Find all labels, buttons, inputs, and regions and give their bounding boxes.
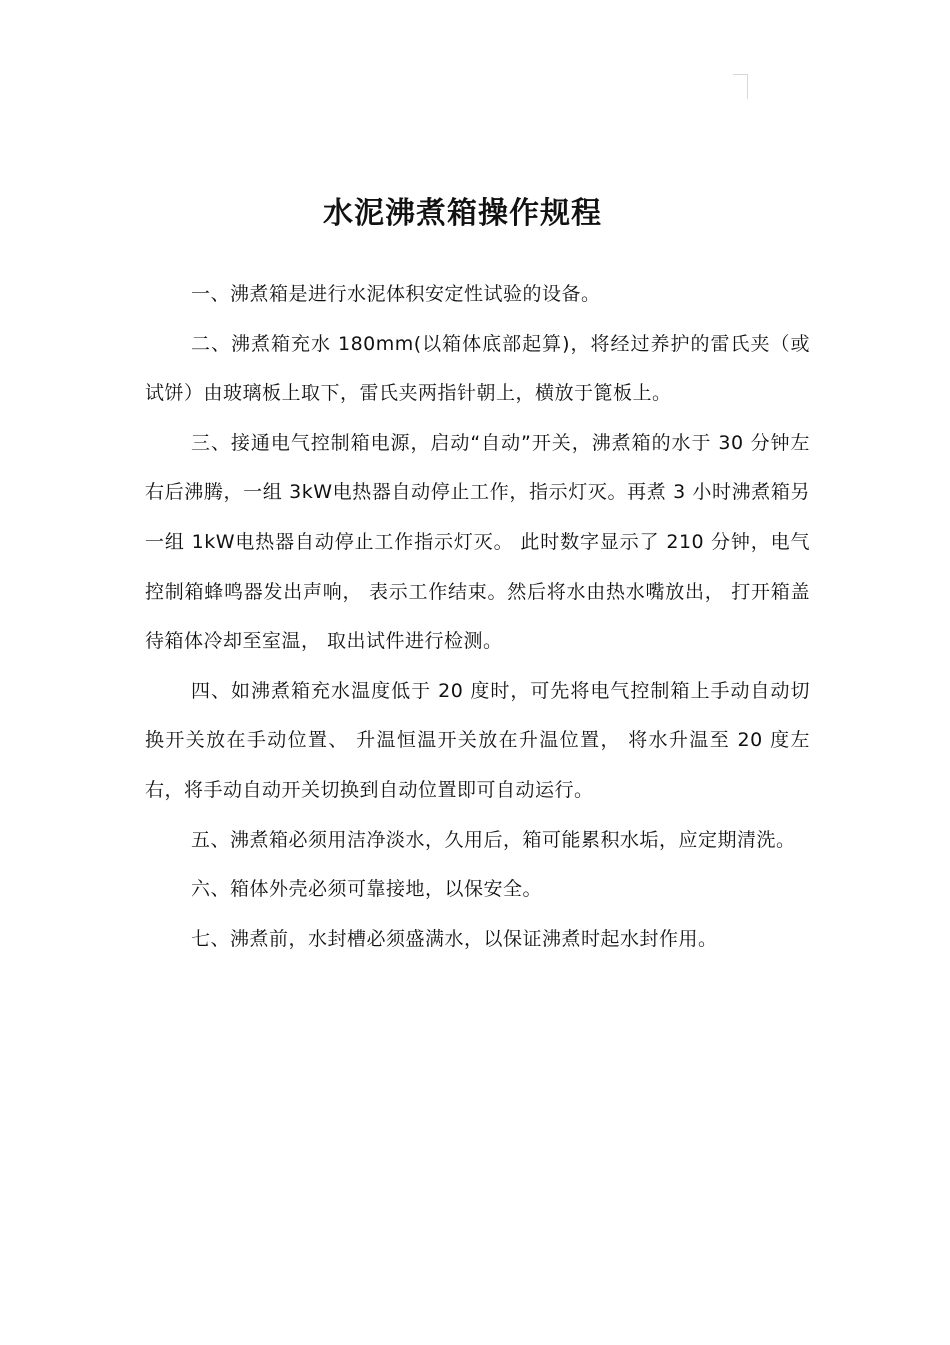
paragraph-4: 四、如沸煮箱充水温度低于 20 度时，可先将电气控制箱上手动自动切换开关放在手动位置、 升温恒温开关放在升温位置， 将水升温至 20 度左右，将手动自动开关切换到自动位置即可自动运行。 [145,679,810,801]
document-title: 水泥沸煮箱操作规程 [323,196,602,232]
paragraph-2: 二、沸煮箱充水 180mm(以箱体底部起算)，将经过养护的雷氏夹（或试饼）由玻璃板上取下，雷氏夹两指针朝上，横放于篦板上。 [145,332,810,405]
paragraph-7: 七、沸煮前，水封槽必须盛满水，以保证沸煮时起水封作用。 [191,927,718,950]
paragraph-3: 三、接通电气控制箱电源，启动“自动”开关，沸煮箱的水于 30 分钟左右后沸腾，一组 3kW电热器自动停止工作，指示灯灭。再煮 3 小时沸煮箱另一组 1kW电热器自动停止工作指示灯灭。 此时数字显示了 210 分钟，电气控制箱蜂鸣器发出声响， 表示工作结束。然后将水由热水嘴放出， 打开箱盖待箱体冷却至室温， 取出试件进行检测。 [145,431,810,653]
page-corner-mark [733,74,748,99]
paragraph-6: 六、箱体外壳必须可靠接地，以保安全。 [191,878,543,901]
paragraph-1: 一、沸煮箱是进行水泥体积安定性试验的设备。 [191,283,601,305]
paragraph-5: 五、沸煮箱必须用洁净淡水，久用后，箱可能累积水垢，应定期清洗。 [191,828,796,851]
document-body [145,270,810,964]
